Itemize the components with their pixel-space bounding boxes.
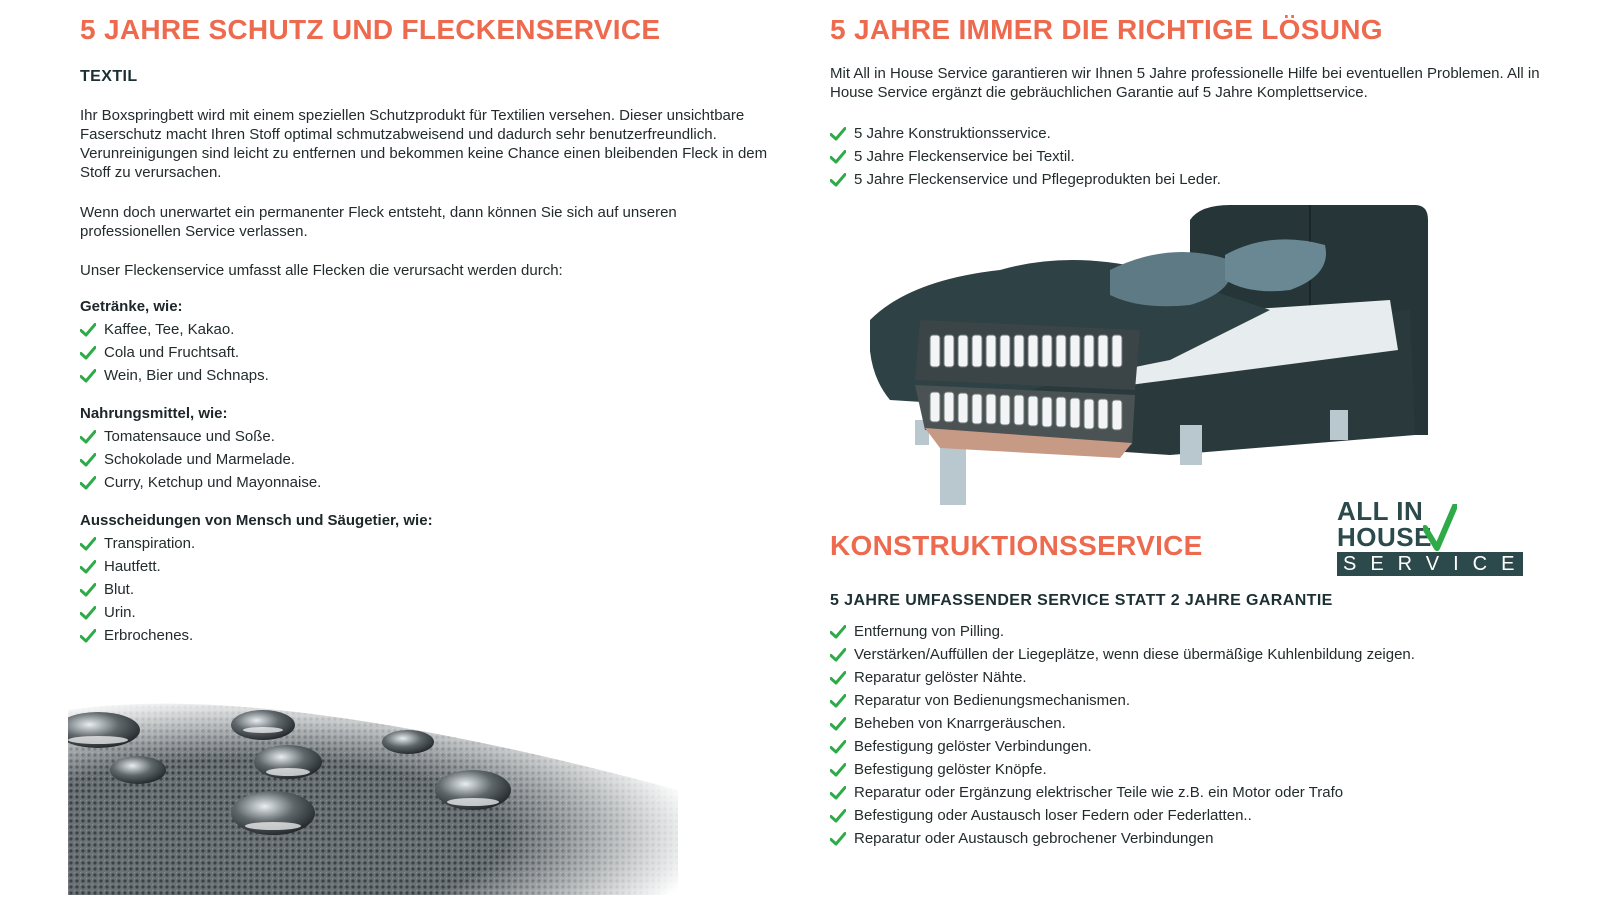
right-paragraph: Mit All in House Service garantieren wir Ihnen 5 Jahre professionelle Hilfe bei eventuellen Problemen. All in House Service ergänzt die gebräuchlichen Garantie auf 5 Jahre Komplettservice. xyxy=(830,65,1540,101)
list-item xyxy=(80,448,321,471)
list-item-text: Hautfett. xyxy=(104,558,161,575)
group-title: Ausscheidungen von Mensch und Säugetier, wie: xyxy=(80,512,433,529)
list-item xyxy=(830,804,1415,827)
check-icon xyxy=(80,476,96,490)
list-item-text: Befestigung gelöster Knöpfe. xyxy=(854,761,1047,778)
list-item-text: Tomatensauce und Soße. xyxy=(104,428,275,445)
boxspring-bed-image xyxy=(870,200,1470,520)
list-item-text: Schokolade und Marmelade. xyxy=(104,451,295,468)
check-icon xyxy=(830,648,846,662)
list-item-text: Entfernung von Pilling. xyxy=(854,623,1005,640)
list-item xyxy=(830,827,1415,850)
list-item-text: Beheben von Knarrgeräuschen. xyxy=(854,715,1066,732)
list-item xyxy=(830,689,1415,712)
check-icon xyxy=(830,740,846,754)
left-paragraph-2: Wenn doch unerwartet ein permanenter Fleck entsteht, dann können Sie sich auf unseren professionellen Service verlassen. xyxy=(80,204,677,240)
list-item xyxy=(830,781,1415,804)
list-item xyxy=(80,578,433,601)
list-item xyxy=(830,735,1415,758)
list-item-text: Curry, Ketchup und Mayonnaise. xyxy=(104,474,322,491)
list-item-text: Reparatur gelöster Nähte. xyxy=(854,669,1027,686)
check-icon xyxy=(830,625,846,639)
logo-check-icon xyxy=(1423,504,1457,552)
list-item-text: 5 Jahre Fleckenservice bei Textil. xyxy=(854,148,1075,165)
check-icon xyxy=(80,453,96,467)
list-item xyxy=(830,168,1221,191)
check-icon xyxy=(830,127,846,141)
check-icon xyxy=(80,430,96,444)
check-icon xyxy=(830,173,846,187)
list-item xyxy=(830,666,1415,689)
list-item-text: Blut. xyxy=(104,581,135,598)
left-paragraph-3: Unser Fleckenservice umfasst alle Flecken die verursacht werden durch: xyxy=(80,262,563,279)
check-icon xyxy=(830,150,846,164)
list-item xyxy=(830,712,1415,735)
list-item xyxy=(830,620,1415,643)
list-item-text: Verstärken/Auffüllen der Liegeplätze, wenn diese übermäßige Kuhlenbildung zeigen. xyxy=(854,646,1415,663)
construction-service-subtitle: 5 JAHRE UMFASSENDER SERVICE STATT 2 JAHRE GARANTIE xyxy=(830,592,1333,609)
list-item-text: Cola und Fruchtsaft. xyxy=(104,344,240,361)
check-icon xyxy=(80,537,96,551)
left-title: 5 JAHRE SCHUTZ UND FLECKENSERVICE xyxy=(80,14,661,45)
list-item xyxy=(80,555,433,578)
service-list xyxy=(830,122,1221,191)
list-item-text: Reparatur oder Austausch gebrochener Verbindungen xyxy=(854,830,1214,847)
group-food xyxy=(80,405,321,494)
list-item xyxy=(80,341,269,364)
logo-line-1: ALL IN HOUSE xyxy=(1337,496,1432,552)
check-icon xyxy=(830,694,846,708)
list-item xyxy=(80,624,433,647)
list-item-text: 5 Jahre Konstruktionsservice. xyxy=(854,125,1051,142)
list-item xyxy=(830,122,1221,145)
list-item xyxy=(80,364,269,387)
list-item xyxy=(80,471,321,494)
left-subtitle: TEXTIL xyxy=(80,68,138,85)
check-icon xyxy=(80,583,96,597)
list-item xyxy=(80,318,269,341)
list-item xyxy=(80,601,433,624)
list-item-text: Transpiration. xyxy=(104,535,196,552)
list-item-text: Befestigung oder Austausch loser Federn oder Federlatten.. xyxy=(854,807,1252,824)
list-item-text: Reparatur von Bedienungsmechanismen. xyxy=(854,692,1130,709)
list-item-text: 5 Jahre Fleckenservice und Pflegeprodukten bei Leder. xyxy=(854,171,1221,188)
check-icon xyxy=(830,763,846,777)
check-icon xyxy=(80,346,96,360)
group-title: Nahrungsmittel, wie: xyxy=(80,405,228,422)
check-icon xyxy=(80,323,96,337)
logo-line-2: SERVICE xyxy=(1337,552,1523,576)
list-item xyxy=(830,643,1415,666)
list-item-text: Befestigung gelöster Verbindungen. xyxy=(854,738,1092,755)
group-title: Getränke, wie: xyxy=(80,298,183,315)
list-item-text: Erbrochenes. xyxy=(104,627,194,644)
check-icon xyxy=(830,671,846,685)
check-icon xyxy=(80,369,96,383)
check-icon xyxy=(830,809,846,823)
construction-service-title: KONSTRUKTIONSSERVICE xyxy=(830,530,1203,561)
list-item-text: Reparatur oder Ergänzung elektrischer Teile wie z.B. ein Motor oder Trafo xyxy=(854,784,1344,801)
fabric-water-droplets-image xyxy=(68,680,678,895)
group-excretions xyxy=(80,512,433,647)
check-icon xyxy=(830,832,846,846)
right-title: 5 JAHRE IMMER DIE RICHTIGE LÖSUNG xyxy=(830,14,1383,45)
list-item-text: Wein, Bier und Schnaps. xyxy=(104,367,269,384)
list-item xyxy=(830,758,1415,781)
check-icon xyxy=(830,786,846,800)
left-paragraph-1: Ihr Boxspringbett wird mit einem speziellen Schutzprodukt für Textilien versehen. Dieser unsichtbare Faserschutz macht Ihren Stoff optimal schmutzabweisend und dadurch sehr benutzerfreundlich. Verunreinigungen sind leicht zu entfernen und bekommen keine Chance einen bleibenden Fleck in dem Stoff zu verursachen. xyxy=(80,107,768,181)
group-beverages xyxy=(80,298,269,387)
list-item xyxy=(830,145,1221,168)
list-item-text: Urin. xyxy=(104,604,136,621)
check-icon xyxy=(80,606,96,620)
check-icon xyxy=(80,629,96,643)
check-icon xyxy=(830,717,846,731)
construction-service-list xyxy=(830,620,1415,850)
all-in-house-service-logo xyxy=(1337,496,1529,575)
list-item xyxy=(80,532,433,555)
list-item-text: Kaffee, Tee, Kakao. xyxy=(104,321,235,338)
list-item xyxy=(80,425,321,448)
check-icon xyxy=(80,560,96,574)
